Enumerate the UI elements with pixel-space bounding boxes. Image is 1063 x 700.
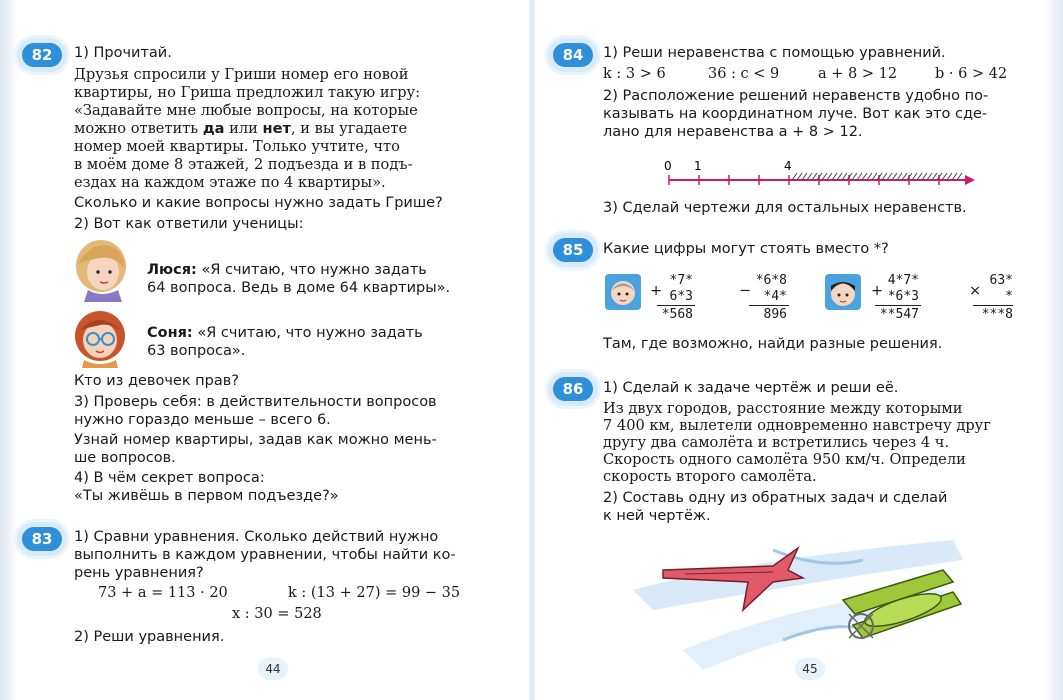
- puzzle-4-rule: [973, 305, 1013, 306]
- puzzle-3-top: 4*7*: [887, 273, 919, 288]
- ex82-text-part: можно ответить: [74, 120, 199, 137]
- puzzle-4-mid: *: [1005, 289, 1013, 304]
- inequality-2: 36 : c < 9: [708, 66, 780, 82]
- inequality-1: k : 3 > 6: [603, 66, 666, 82]
- ray-hatch-stroke: [862, 173, 867, 180]
- ray-hatch-stroke: [952, 173, 957, 180]
- ray-hatch-stroke: [932, 173, 937, 180]
- ray-hatch-stroke: [922, 173, 927, 180]
- puzzle-1-result: *568: [661, 307, 693, 322]
- answer-no: нет: [262, 120, 291, 137]
- ex84-task2: лано для неравенства a + 8 > 12.: [603, 124, 863, 140]
- ray-hatch-stroke: [892, 173, 897, 180]
- ex82-task4: «Ты живёшь в первом подъезде?»: [74, 488, 339, 504]
- ex82-text: [74, 120, 407, 137]
- ray-hatch-stroke: [917, 173, 922, 180]
- ray-hatch-stroke: [912, 173, 917, 180]
- ex85-footer: Там, где возможно, найди разные решения.: [603, 336, 943, 352]
- ray-arrow-icon: [965, 175, 975, 185]
- ex85-question: Какие цифры могут стоять вместо *?: [603, 241, 889, 257]
- left-page: [0, 0, 530, 700]
- ex82-task3: ше вопросов.: [74, 450, 176, 466]
- page-edge-shadow: [0, 0, 18, 700]
- exercise-86-badge: 86: [553, 377, 593, 401]
- ex82-text: квартиры, но Гриша предложил такую игру:: [74, 84, 421, 101]
- puzzle-3-rule: [875, 305, 921, 306]
- ray-hatch-stroke: [802, 173, 807, 180]
- ray-hatch-stroke: [822, 173, 827, 180]
- puzzle-2-result: 896: [763, 307, 787, 322]
- lyusya-text: «Я считаю, что нужно задать: [201, 262, 427, 278]
- ray-hatch-stroke: [887, 173, 892, 180]
- lyusya-answer: [147, 262, 427, 279]
- ex83-text: рень уравнения?: [74, 565, 204, 581]
- ex83-text: выполнить в каждом уравнении, чтобы найти ко-: [74, 547, 456, 563]
- page-number: 44: [258, 658, 288, 680]
- inequality-4: b · 6 > 42: [935, 66, 1008, 82]
- ex82-task4: 4) В чём секрет вопроса:: [74, 470, 265, 486]
- ray-hatch-stroke: [792, 173, 797, 180]
- ex86-task2: 2) Составь одну из обратных задач и сделай: [603, 490, 948, 506]
- ray-hatch-stroke: [807, 173, 812, 180]
- sonya-name: Соня:: [147, 325, 193, 341]
- ray-hatch-stroke: [827, 173, 832, 180]
- sonya-text: «Я считаю, что нужно задать: [197, 325, 423, 341]
- puzzle-3-result: **547: [879, 307, 919, 322]
- equation-1: 73 + a = 113 · 20: [98, 585, 228, 601]
- coordinate-ray: [661, 156, 981, 192]
- sonya-text: 63 вопроса».: [147, 343, 246, 359]
- ray-hatch-stroke: [882, 173, 887, 180]
- puzzle-2-rule: [749, 305, 789, 306]
- right-page: [533, 0, 1063, 700]
- ex84-task2: казывать на координатном луче. Вот как это сде-: [603, 106, 988, 122]
- ray-hatch-stroke: [797, 173, 802, 180]
- puzzle-4-result: ***8: [981, 307, 1013, 322]
- ex82-task2: 2) Вот как ответили ученицы:: [74, 216, 304, 232]
- ex84-task1: 1) Реши неравенства с помощью уравнений.: [603, 45, 946, 61]
- ray-hatch-stroke: [842, 173, 847, 180]
- puzzle-1-top: *7*: [669, 273, 693, 288]
- ex83-task2: 2) Реши уравнения.: [74, 629, 225, 645]
- plus-sign: +: [871, 283, 884, 299]
- ray-label-4: 4: [784, 159, 792, 173]
- page-edge-shadow: [1045, 0, 1063, 700]
- girl-sonya-illustration: [70, 308, 130, 368]
- ray-hatch-stroke: [867, 173, 872, 180]
- ex86-task1: 1) Сделай к задаче чертёж и реши её.: [603, 380, 899, 396]
- ray-hatch-stroke: [832, 173, 837, 180]
- ex82-text: в моём доме 8 этажей, 2 подъезда и в подъ-: [74, 156, 413, 173]
- girl-lyusya-illustration: [70, 236, 132, 302]
- equation-3: x : 30 = 528: [232, 606, 322, 622]
- ray-hatch-stroke: [927, 173, 932, 180]
- exercise-82-badge: 82: [22, 43, 62, 67]
- exercise-83-badge: 83: [22, 527, 62, 551]
- ray-hatch-stroke: [897, 173, 902, 180]
- sonya-answer: [147, 325, 423, 342]
- answer-yes: да: [202, 120, 225, 137]
- ex82-task3: 3) Проверь себя: в действительности вопросов: [74, 394, 437, 410]
- ray-hatch-stroke: [837, 173, 842, 180]
- ex82-text: Друзья спросили у Гриши номер его новой: [74, 66, 409, 83]
- ex86-problem: 7 400 км, вылетели одновременно навстречу друг: [603, 417, 991, 434]
- ex82-question: Кто из девочек прав?: [74, 373, 239, 389]
- ray-solution-hatching: [792, 173, 962, 180]
- equation-2: k : (13 + 27) = 99 − 35: [288, 585, 461, 601]
- plus-sign: +: [650, 283, 663, 299]
- exercise-85-badge: 85: [553, 238, 593, 262]
- ex82-text: «Задавайте мне любые вопросы, на которые: [74, 102, 418, 119]
- ray-hatch-stroke: [902, 173, 907, 180]
- inequality-3: a + 8 > 12: [818, 66, 898, 82]
- ex86-task2: к ней чертёж.: [603, 508, 711, 524]
- ray-hatch-stroke: [872, 173, 877, 180]
- ray-label-1: 1: [694, 159, 702, 173]
- ex82-text-part: , и вы угадаете: [291, 120, 408, 137]
- girl-face-icon: [605, 274, 641, 310]
- ex82-text-part: или: [229, 120, 258, 137]
- minus-sign: −: [739, 283, 752, 299]
- ray-hatch-stroke: [947, 173, 952, 180]
- ex86-problem: другу два самолёта и встретились через 4 ч.: [603, 434, 950, 451]
- ex82-text: ездах на каждом этаже по 4 квартиры».: [74, 174, 386, 191]
- ex83-text: 1) Сравни уравнения. Сколько действий нужно: [74, 529, 439, 545]
- ex82-text: номер моей квартиры. Только учтите, что: [74, 138, 400, 155]
- ray-label-0: 0: [664, 159, 672, 173]
- puzzle-2-mid: *4*: [763, 289, 787, 304]
- puzzle-4-top: 63*: [989, 273, 1013, 288]
- boy-face-icon: [825, 274, 861, 310]
- ex82-task1: 1) Прочитай.: [74, 45, 172, 61]
- ex84-task3: 3) Сделай чертежи для остальных неравенств.: [603, 200, 967, 216]
- ray-hatch-stroke: [852, 173, 857, 180]
- ray-hatch-stroke: [857, 173, 862, 180]
- ray-hatch-stroke: [812, 173, 817, 180]
- ray-hatch-stroke: [942, 173, 947, 180]
- ex86-problem: Из двух городов, расстояние между которыми: [603, 400, 963, 417]
- puzzle-3-mid: *6*3: [887, 289, 919, 304]
- lyusya-text: 64 вопроса. Ведь в доме 64 квартиры».: [147, 280, 451, 296]
- page-number: 45: [795, 658, 825, 680]
- puzzle-2-top: *6*8: [755, 273, 787, 288]
- puzzle-1-rule: [657, 305, 695, 306]
- puzzle-1-mid: 6*3: [669, 289, 693, 304]
- ex84-task2: 2) Расположение решений неравенств удобно по-: [603, 88, 989, 104]
- ex82-task3: Узнай номер квартиры, задав как можно мень-: [74, 432, 437, 448]
- ex82-question: Сколько и какие вопросы нужно задать Грише?: [74, 195, 443, 211]
- multiply-sign: ×: [969, 283, 982, 299]
- exercise-84-badge: 84: [553, 43, 593, 67]
- ex86-problem: скорость второго самолёта.: [603, 468, 817, 485]
- ex82-task3: нужно гораздо меньше – всего 6.: [74, 412, 331, 428]
- ex86-problem: Скорость одного самолёта 950 км/ч. Определи: [603, 451, 966, 468]
- ray-hatch-stroke: [957, 173, 962, 180]
- lyusya-name: Люся:: [147, 262, 197, 278]
